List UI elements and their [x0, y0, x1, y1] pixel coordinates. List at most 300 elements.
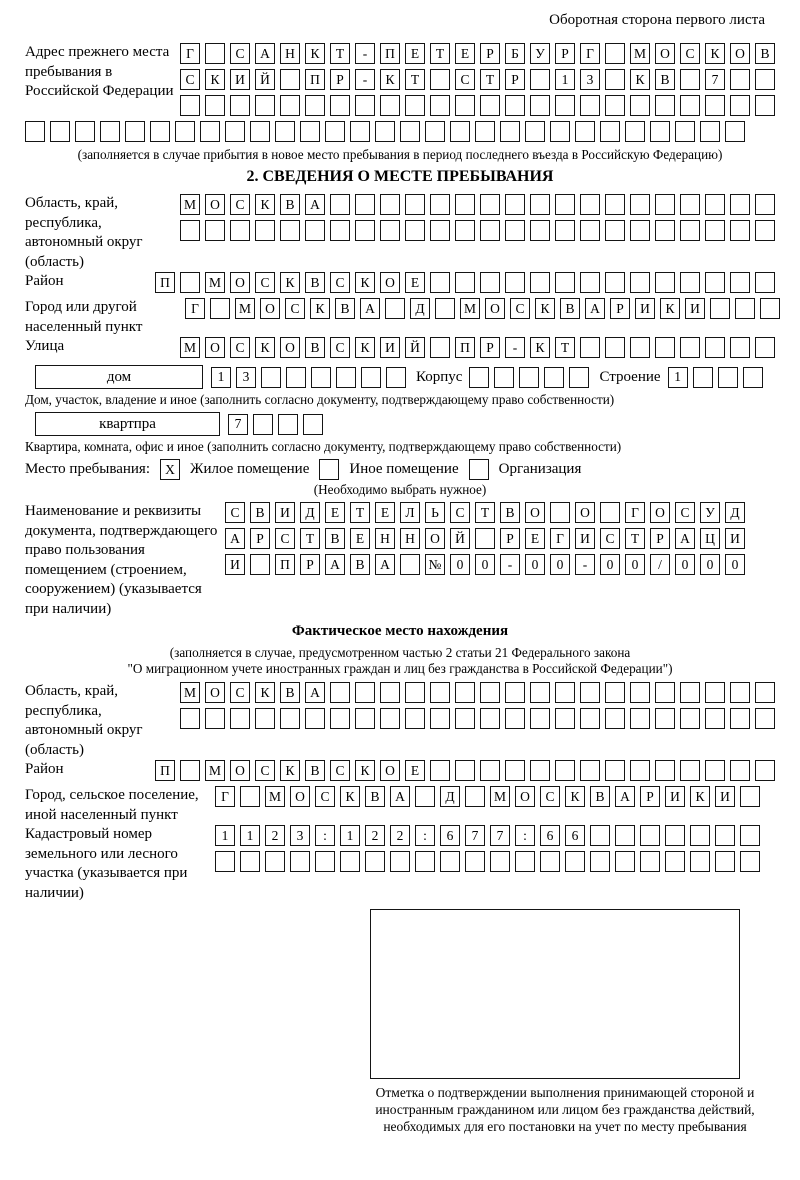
char-box[interactable] [705, 760, 725, 781]
char-box[interactable] [730, 69, 750, 90]
char-box[interactable] [680, 708, 700, 729]
char-box[interactable] [630, 760, 650, 781]
char-box[interactable] [255, 95, 275, 116]
char-box[interactable] [630, 682, 650, 703]
char-box[interactable]: Е [525, 528, 545, 549]
char-box[interactable] [205, 95, 225, 116]
char-box[interactable]: О [575, 502, 595, 523]
char-box[interactable] [505, 760, 525, 781]
char-box[interactable] [450, 121, 470, 142]
char-box[interactable] [715, 825, 735, 846]
char-box[interactable] [730, 220, 750, 241]
char-box[interactable]: В [350, 554, 370, 575]
char-box[interactable]: 1 [340, 825, 360, 846]
char-box[interactable]: А [585, 298, 605, 319]
char-box[interactable] [625, 121, 645, 142]
char-box[interactable]: С [285, 298, 305, 319]
char-box[interactable] [580, 337, 600, 358]
char-box[interactable] [580, 194, 600, 215]
char-box[interactable]: М [205, 760, 225, 781]
char-box[interactable]: 0 [600, 554, 620, 575]
char-box[interactable]: У [530, 43, 550, 64]
char-box[interactable] [700, 121, 720, 142]
char-box[interactable]: Р [480, 43, 500, 64]
char-box[interactable] [253, 414, 273, 435]
char-box[interactable] [740, 786, 760, 807]
char-box[interactable]: М [205, 272, 225, 293]
char-box[interactable]: К [205, 69, 225, 90]
char-box[interactable] [75, 121, 95, 142]
char-box[interactable] [200, 121, 220, 142]
char-box[interactable]: В [280, 194, 300, 215]
char-box[interactable]: О [260, 298, 280, 319]
char-box[interactable] [755, 194, 775, 215]
char-box[interactable] [630, 272, 650, 293]
char-box[interactable]: Т [330, 43, 350, 64]
char-box[interactable] [680, 95, 700, 116]
char-box[interactable]: О [290, 786, 310, 807]
char-box[interactable] [718, 367, 738, 388]
char-box[interactable]: Р [480, 337, 500, 358]
char-box[interactable] [240, 851, 260, 872]
char-box[interactable]: : [315, 825, 335, 846]
char-box[interactable]: К [690, 786, 710, 807]
char-box[interactable] [600, 502, 620, 523]
char-box[interactable]: С [275, 528, 295, 549]
char-box[interactable]: 1 [668, 367, 688, 388]
char-box[interactable] [693, 367, 713, 388]
char-box[interactable] [705, 337, 725, 358]
char-box[interactable] [50, 121, 70, 142]
char-box[interactable]: 2 [265, 825, 285, 846]
char-box[interactable] [680, 337, 700, 358]
char-box[interactable]: Д [440, 786, 460, 807]
char-box[interactable]: К [660, 298, 680, 319]
char-box[interactable]: М [235, 298, 255, 319]
char-box[interactable]: К [280, 760, 300, 781]
char-box[interactable] [405, 708, 425, 729]
char-box[interactable] [215, 851, 235, 872]
char-box[interactable] [455, 220, 475, 241]
char-box[interactable]: - [575, 554, 595, 575]
char-box[interactable]: К [705, 43, 725, 64]
char-box[interactable]: В [560, 298, 580, 319]
char-box[interactable] [755, 220, 775, 241]
char-box[interactable]: Т [625, 528, 645, 549]
char-box[interactable] [430, 682, 450, 703]
char-box[interactable] [430, 708, 450, 729]
char-box[interactable] [525, 121, 545, 142]
char-box[interactable] [380, 194, 400, 215]
char-box[interactable]: К [255, 337, 275, 358]
char-box[interactable] [565, 851, 585, 872]
char-box[interactable]: Д [300, 502, 320, 523]
char-box[interactable] [555, 95, 575, 116]
char-box[interactable]: И [275, 502, 295, 523]
char-box[interactable] [180, 95, 200, 116]
char-box[interactable] [505, 682, 525, 703]
char-box[interactable]: 1 [215, 825, 235, 846]
char-box[interactable]: О [280, 337, 300, 358]
char-box[interactable]: - [505, 337, 525, 358]
char-box[interactable] [125, 121, 145, 142]
char-box[interactable]: С [455, 69, 475, 90]
char-box[interactable] [315, 851, 335, 872]
char-box[interactable] [280, 69, 300, 90]
char-box[interactable] [544, 367, 564, 388]
char-box[interactable] [303, 414, 323, 435]
char-box[interactable]: И [380, 337, 400, 358]
char-box[interactable]: У [700, 502, 720, 523]
char-box[interactable] [575, 121, 595, 142]
char-box[interactable]: Д [725, 502, 745, 523]
char-box[interactable]: К [565, 786, 585, 807]
char-box[interactable]: Р [300, 554, 320, 575]
char-box[interactable] [730, 95, 750, 116]
char-box[interactable] [605, 43, 625, 64]
char-box[interactable] [640, 851, 660, 872]
char-box[interactable] [605, 69, 625, 90]
char-box[interactable]: 1 [555, 69, 575, 90]
char-box[interactable]: Т [405, 69, 425, 90]
apartment-type-box[interactable]: квартпра [35, 412, 220, 436]
char-box[interactable] [475, 528, 495, 549]
char-box[interactable] [480, 194, 500, 215]
char-box[interactable] [530, 194, 550, 215]
char-box[interactable] [705, 708, 725, 729]
char-box[interactable]: С [230, 194, 250, 215]
char-box[interactable]: 0 [725, 554, 745, 575]
char-box[interactable]: Й [405, 337, 425, 358]
char-box[interactable] [225, 121, 245, 142]
char-box[interactable]: А [675, 528, 695, 549]
char-box[interactable] [150, 121, 170, 142]
char-box[interactable] [430, 95, 450, 116]
char-box[interactable] [530, 708, 550, 729]
char-box[interactable] [390, 851, 410, 872]
char-box[interactable] [530, 682, 550, 703]
char-box[interactable]: С [675, 502, 695, 523]
char-box[interactable]: 2 [390, 825, 410, 846]
char-box[interactable]: И [665, 786, 685, 807]
char-box[interactable] [555, 220, 575, 241]
char-box[interactable] [590, 851, 610, 872]
char-box[interactable] [555, 708, 575, 729]
char-box[interactable]: Н [280, 43, 300, 64]
char-box[interactable] [180, 272, 200, 293]
char-box[interactable]: Т [430, 43, 450, 64]
char-box[interactable] [740, 825, 760, 846]
char-box[interactable]: Г [185, 298, 205, 319]
char-box[interactable] [500, 121, 520, 142]
char-box[interactable]: 0 [675, 554, 695, 575]
char-box[interactable] [605, 220, 625, 241]
char-box[interactable] [705, 95, 725, 116]
char-box[interactable] [305, 220, 325, 241]
char-box[interactable] [505, 272, 525, 293]
char-box[interactable] [355, 95, 375, 116]
char-box[interactable]: А [360, 298, 380, 319]
char-box[interactable]: К [380, 69, 400, 90]
char-box[interactable] [655, 708, 675, 729]
char-box[interactable] [265, 851, 285, 872]
char-box[interactable] [540, 851, 560, 872]
char-box[interactable] [475, 121, 495, 142]
char-box[interactable] [440, 851, 460, 872]
char-box[interactable]: 6 [440, 825, 460, 846]
char-box[interactable] [305, 708, 325, 729]
char-box[interactable]: О [380, 760, 400, 781]
char-box[interactable]: Т [475, 502, 495, 523]
char-box[interactable] [361, 367, 381, 388]
char-box[interactable]: Е [405, 272, 425, 293]
char-box[interactable] [405, 95, 425, 116]
char-box[interactable] [290, 851, 310, 872]
char-box[interactable] [380, 682, 400, 703]
char-box[interactable] [690, 851, 710, 872]
char-box[interactable] [615, 851, 635, 872]
char-box[interactable] [250, 554, 270, 575]
char-box[interactable] [386, 367, 406, 388]
char-box[interactable] [100, 121, 120, 142]
char-box[interactable]: Е [405, 760, 425, 781]
char-box[interactable] [705, 220, 725, 241]
char-box[interactable] [680, 760, 700, 781]
char-box[interactable] [605, 95, 625, 116]
char-box[interactable]: Т [350, 502, 370, 523]
char-box[interactable] [630, 95, 650, 116]
char-box[interactable] [705, 194, 725, 215]
char-box[interactable] [380, 95, 400, 116]
char-box[interactable]: Б [505, 43, 525, 64]
char-box[interactable] [255, 220, 275, 241]
char-box[interactable] [680, 194, 700, 215]
char-box[interactable] [494, 367, 514, 388]
char-box[interactable] [730, 760, 750, 781]
char-box[interactable] [680, 69, 700, 90]
char-box[interactable] [725, 121, 745, 142]
char-box[interactable]: О [525, 502, 545, 523]
char-box[interactable] [275, 121, 295, 142]
char-box[interactable] [480, 95, 500, 116]
char-box[interactable] [336, 367, 356, 388]
char-box[interactable] [355, 682, 375, 703]
char-box[interactable] [505, 194, 525, 215]
char-box[interactable]: 0 [625, 554, 645, 575]
char-box[interactable] [760, 298, 780, 319]
char-box[interactable] [615, 825, 635, 846]
char-box[interactable] [405, 220, 425, 241]
char-box[interactable]: М [265, 786, 285, 807]
char-box[interactable]: Т [300, 528, 320, 549]
char-box[interactable] [355, 220, 375, 241]
char-box[interactable]: О [655, 43, 675, 64]
char-box[interactable] [505, 708, 525, 729]
char-box[interactable] [465, 786, 485, 807]
char-box[interactable] [590, 825, 610, 846]
char-box[interactable]: В [500, 502, 520, 523]
char-box[interactable] [505, 220, 525, 241]
char-box[interactable]: П [305, 69, 325, 90]
char-box[interactable]: 0 [700, 554, 720, 575]
char-box[interactable]: А [305, 194, 325, 215]
char-box[interactable]: А [325, 554, 345, 575]
char-box[interactable]: С [540, 786, 560, 807]
char-box[interactable] [430, 337, 450, 358]
char-box[interactable]: Й [255, 69, 275, 90]
char-box[interactable] [480, 272, 500, 293]
char-box[interactable] [730, 337, 750, 358]
char-box[interactable]: К [255, 194, 275, 215]
char-box[interactable]: Д [410, 298, 430, 319]
char-box[interactable]: 6 [565, 825, 585, 846]
char-box[interactable]: С [225, 502, 245, 523]
char-box[interactable] [605, 760, 625, 781]
char-box[interactable] [305, 95, 325, 116]
char-box[interactable] [480, 760, 500, 781]
char-box[interactable]: 7 [465, 825, 485, 846]
char-box[interactable]: 3 [236, 367, 256, 388]
char-box[interactable]: Г [215, 786, 235, 807]
char-box[interactable] [630, 194, 650, 215]
char-box[interactable]: С [330, 760, 350, 781]
char-box[interactable]: К [355, 760, 375, 781]
char-box[interactable] [435, 298, 455, 319]
char-box[interactable]: 1 [211, 367, 231, 388]
char-box[interactable]: Й [450, 528, 470, 549]
char-box[interactable]: О [515, 786, 535, 807]
char-box[interactable] [755, 760, 775, 781]
char-box[interactable]: 7 [228, 414, 248, 435]
char-box[interactable]: А [255, 43, 275, 64]
char-box[interactable]: К [535, 298, 555, 319]
char-box[interactable]: Г [580, 43, 600, 64]
char-box[interactable]: 2 [365, 825, 385, 846]
char-box[interactable]: В [365, 786, 385, 807]
char-box[interactable] [205, 220, 225, 241]
char-box[interactable] [250, 121, 270, 142]
char-box[interactable] [650, 121, 670, 142]
char-box[interactable]: П [275, 554, 295, 575]
char-box[interactable]: 0 [475, 554, 495, 575]
char-box[interactable]: В [305, 337, 325, 358]
char-box[interactable]: : [415, 825, 435, 846]
char-box[interactable] [455, 95, 475, 116]
char-box[interactable] [255, 708, 275, 729]
char-box[interactable] [280, 95, 300, 116]
char-box[interactable]: Г [550, 528, 570, 549]
char-box[interactable] [640, 825, 660, 846]
char-box[interactable] [655, 682, 675, 703]
char-box[interactable] [710, 298, 730, 319]
char-box[interactable]: В [250, 502, 270, 523]
char-box[interactable] [286, 367, 306, 388]
char-box[interactable]: 7 [490, 825, 510, 846]
char-box[interactable]: В [655, 69, 675, 90]
char-box[interactable]: С [330, 272, 350, 293]
char-box[interactable] [530, 95, 550, 116]
char-box[interactable] [630, 220, 650, 241]
char-box[interactable]: К [340, 786, 360, 807]
char-box[interactable] [675, 121, 695, 142]
char-box[interactable] [455, 682, 475, 703]
char-box[interactable]: С [180, 69, 200, 90]
char-box[interactable]: Р [555, 43, 575, 64]
char-box[interactable] [210, 298, 230, 319]
char-box[interactable]: А [225, 528, 245, 549]
char-box[interactable] [569, 367, 589, 388]
char-box[interactable] [430, 760, 450, 781]
char-box[interactable] [755, 272, 775, 293]
char-box[interactable] [550, 121, 570, 142]
char-box[interactable] [325, 121, 345, 142]
char-box[interactable]: : [515, 825, 535, 846]
char-box[interactable]: О [730, 43, 750, 64]
char-box[interactable]: Р [505, 69, 525, 90]
char-box[interactable]: О [650, 502, 670, 523]
char-box[interactable] [230, 708, 250, 729]
char-box[interactable] [630, 708, 650, 729]
char-box[interactable]: 0 [525, 554, 545, 575]
char-box[interactable] [430, 220, 450, 241]
char-box[interactable] [311, 367, 331, 388]
char-box[interactable]: И [575, 528, 595, 549]
char-box[interactable] [555, 272, 575, 293]
char-box[interactable] [230, 95, 250, 116]
char-box[interactable]: Р [500, 528, 520, 549]
char-box[interactable]: К [355, 337, 375, 358]
char-box[interactable] [555, 760, 575, 781]
char-box[interactable]: П [155, 272, 175, 293]
char-box[interactable] [490, 851, 510, 872]
char-box[interactable] [730, 708, 750, 729]
char-box[interactable] [519, 367, 539, 388]
char-box[interactable] [505, 95, 525, 116]
char-box[interactable]: О [425, 528, 445, 549]
char-box[interactable] [405, 682, 425, 703]
char-box[interactable] [365, 851, 385, 872]
char-box[interactable] [330, 682, 350, 703]
char-box[interactable] [730, 272, 750, 293]
char-box[interactable] [755, 337, 775, 358]
char-box[interactable] [530, 760, 550, 781]
char-box[interactable]: Н [400, 528, 420, 549]
char-box[interactable]: Л [400, 502, 420, 523]
char-box[interactable] [735, 298, 755, 319]
char-box[interactable] [300, 121, 320, 142]
char-box[interactable] [330, 194, 350, 215]
char-box[interactable]: Р [610, 298, 630, 319]
char-box[interactable]: В [325, 528, 345, 549]
char-box[interactable]: К [310, 298, 330, 319]
char-box[interactable] [605, 272, 625, 293]
char-box[interactable]: К [255, 682, 275, 703]
char-box[interactable]: О [205, 337, 225, 358]
char-box[interactable]: К [280, 272, 300, 293]
char-box[interactable]: Г [625, 502, 645, 523]
char-box[interactable] [380, 220, 400, 241]
char-box[interactable]: С [255, 760, 275, 781]
char-box[interactable] [330, 708, 350, 729]
char-box[interactable]: С [255, 272, 275, 293]
char-box[interactable]: 6 [540, 825, 560, 846]
char-box[interactable] [261, 367, 281, 388]
char-box[interactable] [580, 95, 600, 116]
char-box[interactable] [743, 367, 763, 388]
char-box[interactable]: О [205, 194, 225, 215]
char-box[interactable] [430, 194, 450, 215]
checkbox-organization[interactable] [469, 459, 489, 480]
